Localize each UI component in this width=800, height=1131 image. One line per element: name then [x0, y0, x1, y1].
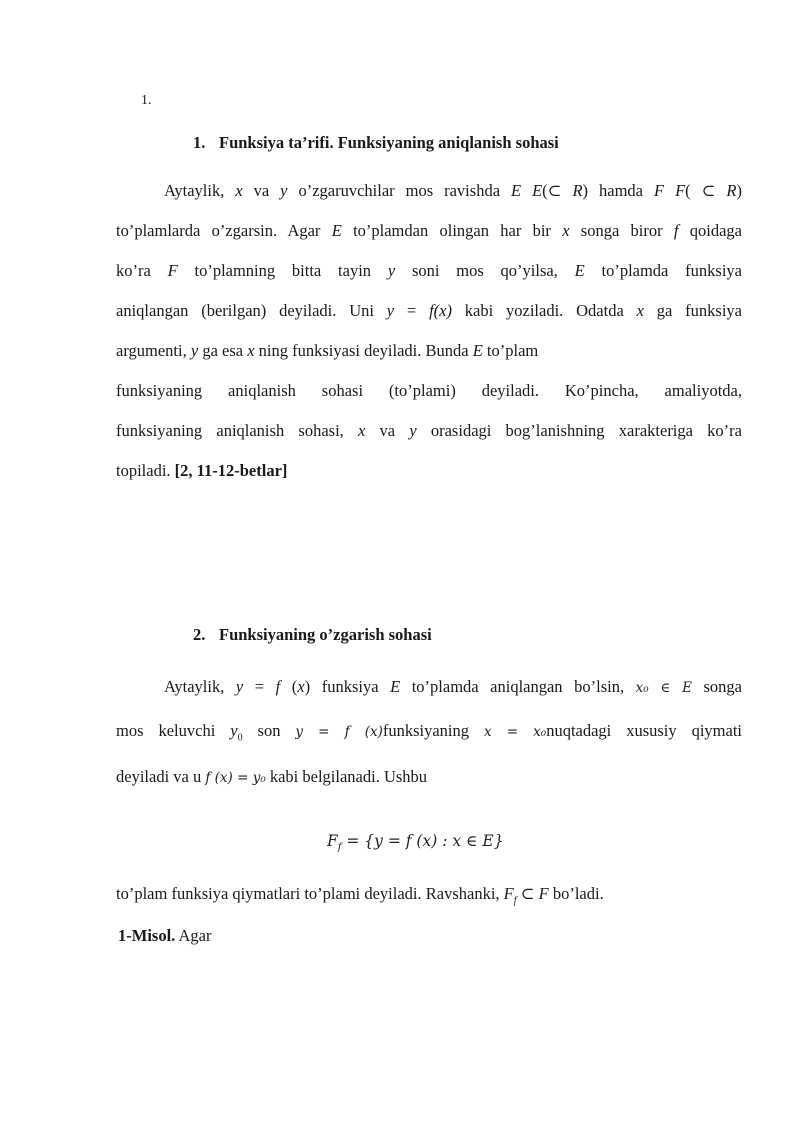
paragraph-line: topiladi. [2, 11-12-betlar]: [116, 461, 288, 480]
section-1-title: Funksiya ta’rifi. Funksiyaning aniqlanish sohasi: [219, 133, 559, 152]
math-x0-in-E: x₀ ∈ E: [635, 680, 692, 696]
citation: [2, 11-12-betlar]: [174, 461, 288, 480]
paragraph-line: Aytaylik, x va y o’zgaruvchilar mos ravishda E E(⊂ R) hamda F F( ⊂ R): [164, 181, 743, 200]
math-y-equals-fx: y = f (x): [295, 724, 383, 740]
section-2-paragraph: [116, 676, 742, 806]
paragraph-line: aniqlangan (berilgan) deyiladi. Uni y = f(x) kabi yoziladi. Odatda x ga funksiya: [116, 301, 742, 320]
paragraph-line: deyiladi va u f (x) = y₀ kabi belgilanadi. Ushbu: [116, 767, 428, 786]
example-text: Agar: [175, 926, 212, 945]
paragraph-line: Aytaylik, y = f (x) funksiya E to’plamda aniqlangan bo’lsin, x₀ ∈ E songa: [164, 677, 743, 696]
paragraph-line: funksiyaning aniqlanish sohasi, x va y orasidagi bog’lanishning xarakteriga ko’ra: [116, 421, 742, 440]
section-1-number: 1.: [193, 133, 206, 152]
paragraph-line: mos keluvchi $y_0$ son y = f (x)funksiyaning x = x₀nuqtadagi xususiy qiymati: [116, 721, 742, 744]
section-2-heading: [193, 625, 432, 645]
paragraph-line: argumenti, y ga esa x ning funksiyasi deyiladi. Bunda E to’plam: [116, 341, 539, 360]
formula-range-set: $F_f = \{y = f$ (x) : x ∈ E}: [327, 832, 504, 854]
example-1: [118, 926, 212, 946]
section-2-title: Funksiyaning o’zgarish sohasi: [219, 625, 432, 644]
section-1-heading: [193, 133, 559, 153]
section-2-number: 2.: [193, 625, 206, 644]
paragraph-line: funksiyaning aniqlanish sohasi (to’plami) deyiladi. Ko’pincha, amaliyotda,: [116, 381, 742, 400]
paragraph-line: to’plamlarda o’zgarsin. Agar E to’plamdan olingan har bir x songa biror f qoidaga: [116, 221, 743, 240]
paragraph-line: ko’ra F to’plamning bitta tayin y soni mos qo’yilsa, E to’plamda funksiya: [116, 261, 742, 280]
page-number: 1.: [141, 93, 152, 108]
math-fx-equals-y0: f (x) = y₀: [205, 770, 266, 786]
range-set-sentence: to’plam funksiya qiymatlari to’plami deyiladi. Ravshanki, $F_f$ ⊂ F bo’ladi.: [116, 884, 604, 907]
math-x-equals-x0: x = x₀: [483, 724, 547, 740]
section-1-paragraph: [116, 180, 742, 500]
example-label: 1-Misol.: [118, 926, 176, 945]
